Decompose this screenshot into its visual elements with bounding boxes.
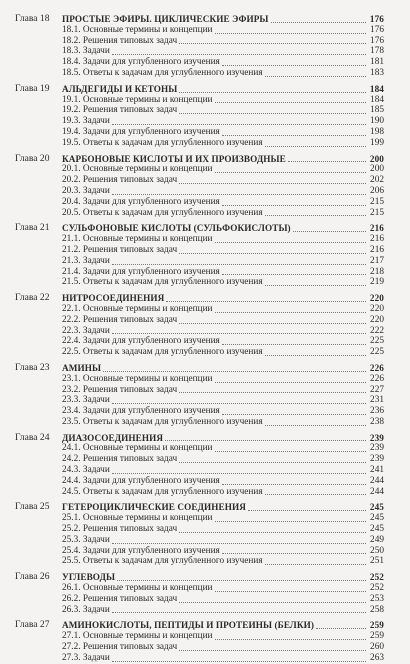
page-number: 236 xyxy=(370,406,384,417)
section-row xyxy=(62,605,384,616)
section-title: 25.3. Задачи xyxy=(62,534,110,545)
page-number: 176 xyxy=(370,35,384,46)
dot-leader xyxy=(265,215,366,216)
page-number: 200 xyxy=(369,153,384,164)
section-title: 25.2. Решения типовых задач xyxy=(62,524,178,535)
dot-leader xyxy=(179,392,366,393)
section-row xyxy=(62,642,384,653)
section-row xyxy=(62,116,384,127)
section-row xyxy=(62,513,384,524)
dot-leader xyxy=(265,494,366,495)
section-title: 23.1. Основные термины и концепции xyxy=(62,373,213,384)
section-row xyxy=(62,95,384,106)
section-title: 18.1. Основные термины и концепции xyxy=(62,24,213,35)
dot-leader xyxy=(222,344,366,345)
section-row xyxy=(62,395,384,406)
section-row xyxy=(62,631,384,642)
chapter-title-row xyxy=(62,620,384,631)
chapter-title: АМИНОКИСЛОТЫ, ПЕПТИДЫ И ПРОТЕИНЫ (БЕЛКИ) xyxy=(62,620,315,631)
dot-leader xyxy=(117,580,366,581)
dot-leader xyxy=(215,451,366,452)
chapter-block xyxy=(0,572,410,615)
dot-leader xyxy=(222,484,366,485)
dot-leader xyxy=(293,231,366,232)
section-title: 22.4. Задачи для углубленного изучения xyxy=(62,336,220,347)
section-row xyxy=(62,443,384,454)
section-title: 21.4. Задачи для углубленного изучения xyxy=(62,266,220,277)
dot-leader xyxy=(215,382,366,383)
chapter-label: Глава 18 xyxy=(15,13,50,24)
dot-leader xyxy=(222,414,366,415)
section-row xyxy=(62,208,384,219)
dot-leader xyxy=(179,323,366,324)
chapter-label: Глава 25 xyxy=(15,501,50,513)
section-row xyxy=(62,304,384,315)
page-number: 245 xyxy=(370,524,384,535)
section-title: 18.5. Ответы к задачам для углубленного изучения xyxy=(62,67,263,78)
section-row xyxy=(62,36,384,47)
page-number: 226 xyxy=(369,362,384,373)
chapter-title-row xyxy=(62,502,384,513)
dot-leader xyxy=(215,242,366,243)
dot-leader xyxy=(215,33,366,34)
dot-leader xyxy=(271,22,366,23)
section-row xyxy=(62,68,384,79)
section-title: 27.2. Решения типовых задач xyxy=(62,642,178,653)
page-number: 216 xyxy=(369,223,384,234)
page-number: 184 xyxy=(369,83,384,94)
dot-leader xyxy=(112,54,366,55)
dot-leader xyxy=(112,124,366,125)
section-row xyxy=(62,234,384,245)
section-title: 25.5. Ответы к задачам для углубленного изучения xyxy=(62,556,263,567)
dot-leader xyxy=(112,612,366,613)
section-row xyxy=(62,406,384,417)
chapter-label: Глава 22 xyxy=(15,292,50,304)
dot-leader xyxy=(265,564,366,565)
page-number: 252 xyxy=(370,583,384,594)
section-title: 26.2. Решения типовых задач xyxy=(62,593,178,604)
section-title: 24.2. Решения типовых задач xyxy=(62,454,178,465)
chapter-label: Глава 24 xyxy=(15,431,50,443)
page-number: 249 xyxy=(370,534,384,545)
chapter-block xyxy=(0,14,410,79)
page-number: 218 xyxy=(370,266,384,277)
page-number: 206 xyxy=(370,185,384,196)
section-title: 24.1. Основные термины и концепции xyxy=(62,443,213,454)
page-number: 225 xyxy=(370,347,384,358)
section-title: 21.5. Ответы к задачам для углубленного изучения xyxy=(62,277,263,288)
dot-leader xyxy=(215,521,366,522)
section-row xyxy=(62,524,384,535)
section-title: 21.3. Задачи xyxy=(62,255,110,266)
page-number: 263 xyxy=(370,652,384,663)
page-number: 259 xyxy=(369,620,384,631)
page-number: 217 xyxy=(370,255,384,266)
page-number: 183 xyxy=(370,67,384,78)
dot-leader xyxy=(215,102,366,103)
dot-leader xyxy=(316,628,366,629)
section-title: 20.1. Основные термины и концепции xyxy=(62,164,213,175)
section-row xyxy=(62,487,384,498)
page-number: 215 xyxy=(370,207,384,218)
section-title: 18.3. Задачи xyxy=(62,46,110,57)
dot-leader xyxy=(265,355,366,356)
page-number: 181 xyxy=(370,57,384,68)
page-number: 252 xyxy=(369,572,384,583)
section-title: 23.2. Решения типовых задач xyxy=(62,384,178,395)
section-row xyxy=(62,57,384,68)
chapter-label: Глава 20 xyxy=(15,152,50,164)
section-row xyxy=(62,336,384,347)
dot-leader xyxy=(248,510,366,511)
section-title: 22.1. Основные термины и концепции xyxy=(62,303,213,314)
section-row xyxy=(62,267,384,278)
section-row xyxy=(62,465,384,476)
section-title: 19.4. Задачи для углубленного изучения xyxy=(62,126,220,137)
section-title: 19.2. Решения типовых задач xyxy=(62,105,178,116)
chapter-title: КАРБОНОВЫЕ КИСЛОТЫ И ИХ ПРОИЗВОДНЫЕ xyxy=(62,153,286,164)
page-number: 219 xyxy=(370,277,384,288)
chapter-label: Глава 23 xyxy=(15,361,50,373)
section-row xyxy=(62,326,384,337)
page-number: 216 xyxy=(370,234,384,245)
section-title: 19.5. Ответы к задачам для углубленного изучения xyxy=(62,137,263,148)
section-title: 26.1. Основные термины и концепции xyxy=(62,583,213,594)
chapter-title-row xyxy=(62,223,384,234)
dot-leader xyxy=(112,661,366,662)
section-row xyxy=(62,535,384,546)
section-title: 23.3. Задачи xyxy=(62,395,110,406)
page-number: 184 xyxy=(370,94,384,105)
chapter-block xyxy=(0,84,410,149)
section-title: 20.5. Ответы к задачам для углубленного изучения xyxy=(62,207,263,218)
dot-leader xyxy=(215,591,366,592)
dot-leader xyxy=(222,553,366,554)
page-number: 225 xyxy=(370,336,384,347)
section-row xyxy=(62,454,384,465)
section-title: 27.3. Задачи xyxy=(62,652,110,663)
page-number: 200 xyxy=(370,164,384,175)
page-number: 226 xyxy=(370,373,384,384)
section-row xyxy=(62,374,384,385)
chapter-title: УГЛЕВОДЫ xyxy=(62,572,116,583)
page-number: 245 xyxy=(369,502,384,513)
section-row xyxy=(62,105,384,116)
chapter-label: Глава 21 xyxy=(15,222,50,234)
page-number: 176 xyxy=(370,24,384,35)
chapter-title-row xyxy=(62,84,384,95)
section-title: 22.2. Решения типовых задач xyxy=(62,314,178,325)
section-title: 21.1. Основные термины и концепции xyxy=(62,234,213,245)
section-row xyxy=(62,164,384,175)
section-title: 27.1. Основные термины и концепции xyxy=(62,631,213,642)
section-title: 23.5. Ответы к задачам для углубленного изучения xyxy=(62,416,263,427)
section-row xyxy=(62,256,384,267)
dot-leader xyxy=(179,43,366,44)
dot-leader xyxy=(112,473,366,474)
chapter-title-row xyxy=(62,572,384,583)
dot-leader xyxy=(103,371,366,372)
chapter-title: АМИНЫ xyxy=(62,362,102,373)
section-row xyxy=(62,583,384,594)
dot-leader xyxy=(179,92,366,93)
section-title: 25.4. Задачи для углубленного изучения xyxy=(62,545,220,556)
page-number: 220 xyxy=(370,303,384,314)
page-number: 239 xyxy=(370,454,384,465)
page-number: 244 xyxy=(370,475,384,486)
chapter-block xyxy=(0,433,410,498)
section-title: 25.1. Основные термины и концепции xyxy=(62,513,213,524)
dot-leader xyxy=(179,113,366,114)
section-title: 24.3. Задачи xyxy=(62,465,110,476)
page-number: 178 xyxy=(370,46,384,57)
dot-leader xyxy=(222,274,366,275)
section-row xyxy=(62,653,384,664)
page-number: 199 xyxy=(370,137,384,148)
dot-leader xyxy=(215,172,366,173)
chapter-label: Глава 27 xyxy=(15,619,50,631)
dot-leader xyxy=(265,76,366,77)
section-row xyxy=(62,546,384,557)
section-row xyxy=(62,315,384,326)
dot-leader xyxy=(288,161,366,162)
page-number: 239 xyxy=(369,432,384,443)
chapter-title-row xyxy=(62,14,384,25)
page-number: 241 xyxy=(370,465,384,476)
chapter-title: ДИАЗОСОЕДИНЕНИЯ xyxy=(62,432,164,443)
page-number: 260 xyxy=(370,642,384,653)
page-number: 238 xyxy=(370,416,384,427)
section-title: 26.3. Задачи xyxy=(62,604,110,615)
page-number: 245 xyxy=(370,513,384,524)
dot-leader xyxy=(222,135,366,136)
section-title: 24.4. Задачи для углубленного изучения xyxy=(62,475,220,486)
section-row xyxy=(62,277,384,288)
section-title: 20.2. Решения типовых задач xyxy=(62,175,178,186)
section-title: 19.3. Задачи xyxy=(62,116,110,127)
chapter-block xyxy=(0,363,410,428)
dot-leader xyxy=(222,205,366,206)
section-row xyxy=(62,25,384,36)
section-row xyxy=(62,594,384,605)
section-row xyxy=(62,417,384,428)
page-number: 251 xyxy=(370,556,384,567)
page-number: 258 xyxy=(370,604,384,615)
section-title: 18.4. Задачи для углубленного изучения xyxy=(62,57,220,68)
page-number: 190 xyxy=(370,116,384,127)
dot-leader xyxy=(179,650,366,651)
page-number: 198 xyxy=(370,126,384,137)
dot-leader xyxy=(179,532,366,533)
chapter-title-row xyxy=(62,154,384,165)
section-row xyxy=(62,347,384,358)
dot-leader xyxy=(179,602,366,603)
dot-leader xyxy=(265,425,366,426)
section-row xyxy=(62,186,384,197)
section-title: 20.3. Задачи xyxy=(62,185,110,196)
page-number: 220 xyxy=(370,314,384,325)
dot-leader xyxy=(179,253,366,254)
section-row xyxy=(62,138,384,149)
dot-leader xyxy=(112,543,366,544)
page-number: 215 xyxy=(370,196,384,207)
page-number: 253 xyxy=(370,593,384,604)
page-number: 259 xyxy=(370,631,384,642)
chapter-title: АЛЬДЕГИДЫ И КЕТОНЫ xyxy=(62,83,178,94)
section-row xyxy=(62,556,384,567)
section-row xyxy=(62,385,384,396)
dot-leader xyxy=(112,264,366,265)
section-row xyxy=(62,476,384,487)
section-title: 22.3. Задачи xyxy=(62,325,110,336)
dot-leader xyxy=(265,285,366,286)
chapter-title: ПРОСТЫЕ ЭФИРЫ. ЦИКЛИЧЕСКИЕ ЭФИРЫ xyxy=(62,14,269,24)
chapter-label: Глава 26 xyxy=(15,571,50,583)
section-title: 18.2. Решения типовых задач xyxy=(62,35,178,46)
page-number: 202 xyxy=(370,175,384,186)
dot-leader xyxy=(215,312,366,313)
dot-leader xyxy=(265,146,366,147)
chapter-title-row xyxy=(62,293,384,304)
dot-leader xyxy=(112,194,366,195)
section-title: 21.2. Решения типовых задач xyxy=(62,244,178,255)
chapter-block xyxy=(0,502,410,567)
section-row xyxy=(62,245,384,256)
page-number: 227 xyxy=(370,384,384,395)
page-number: 244 xyxy=(370,486,384,497)
chapter-title: СУЛЬФОНОВЫЕ КИСЛОТЫ (СУЛЬФОКИСЛОТЫ) xyxy=(62,223,291,234)
dot-leader xyxy=(179,462,366,463)
dot-leader xyxy=(166,301,366,302)
chapter-title: НИТРОСОЕДИНЕНИЯ xyxy=(62,293,165,304)
chapter-label: Глава 19 xyxy=(15,82,50,94)
chapter-title: ГЕТЕРОЦИКЛИЧЕСКИЕ СОЕДИНЕНИЯ xyxy=(62,502,246,513)
chapter-title-row xyxy=(62,363,384,374)
dot-leader xyxy=(112,333,366,334)
dot-leader xyxy=(165,440,366,441)
page-number: 176 xyxy=(369,14,384,24)
dot-leader xyxy=(215,639,366,640)
section-title: 24.5. Ответы к задачам для углубленного изучения xyxy=(62,486,263,497)
page-number: 222 xyxy=(370,325,384,336)
page-number: 185 xyxy=(370,105,384,116)
page-number: 220 xyxy=(369,293,384,304)
section-row xyxy=(62,127,384,138)
chapter-block xyxy=(0,154,410,219)
page-number: 216 xyxy=(370,244,384,255)
dot-leader xyxy=(112,403,366,404)
section-title: 23.4. Задачи для углубленного изучения xyxy=(62,406,220,417)
page-number: 231 xyxy=(370,395,384,406)
chapter-block xyxy=(0,293,410,358)
section-title: 20.4. Задачи для углубленного изучения xyxy=(62,196,220,207)
section-title: 22.5. Ответы к задачам для углубленного изучения xyxy=(62,347,263,358)
section-title: 19.1. Основные термины и концепции xyxy=(62,94,213,105)
chapter-title-row xyxy=(62,433,384,444)
chapter-block xyxy=(0,620,410,663)
page-number: 239 xyxy=(370,443,384,454)
page-number: 250 xyxy=(370,545,384,556)
dot-leader xyxy=(222,65,366,66)
section-row xyxy=(62,197,384,208)
chapter-block xyxy=(0,223,410,288)
section-row xyxy=(62,46,384,57)
section-row xyxy=(62,175,384,186)
dot-leader xyxy=(179,183,366,184)
